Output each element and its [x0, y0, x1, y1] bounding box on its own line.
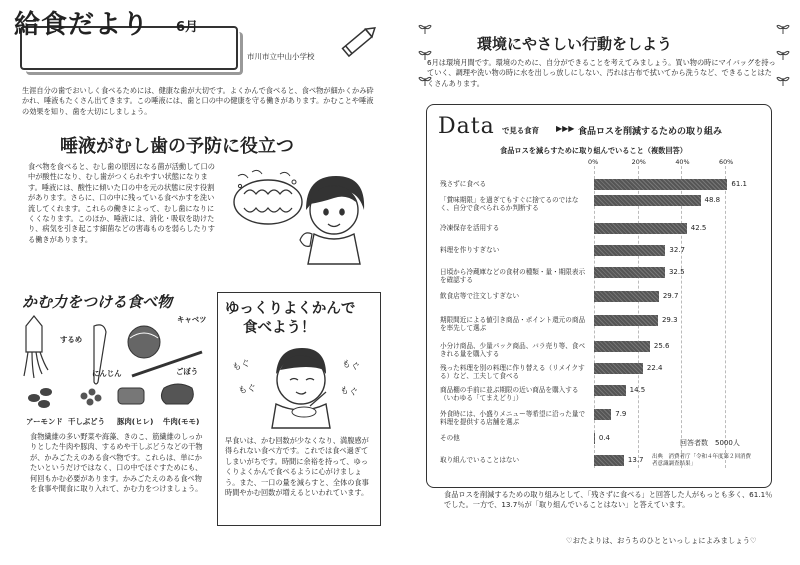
category-label: 日頃から冷蔵庫などの食材の種類・量・期限表示を確認する [440, 268, 586, 285]
almond-icon [28, 388, 52, 408]
category-label: 「賞味期限」を過ぎてもすぐに捨てるのではなく、自分で食べられるか判断する [440, 196, 579, 213]
bar [594, 409, 611, 420]
category-label: 残さずに食べる [440, 180, 487, 188]
raisin-icon [81, 389, 102, 406]
category-label: 料理を作りすぎない [440, 246, 500, 254]
chart-source: 出典 消費者庁「令和４年度第２回消費者意識調査結果」 [652, 454, 752, 467]
value-label: 14.5 [629, 386, 646, 394]
gridline [725, 166, 726, 468]
sound-effect: もぐ [231, 358, 252, 374]
environment-body: 6月は環境月間です。環境のために、自分ができることを考えてみましょう。買い物の時にマイバッグを持っていく、調理や洗い物の時に水を出しっ放しにしない、汚れは古布で拭いてから洗うなど、できることはたくさんあります。 [427, 58, 776, 88]
value-label: 7.9 [615, 410, 627, 418]
food-label: 干しぶどう [68, 417, 105, 426]
data-sublabel: で見る食育 [502, 126, 539, 135]
food-label: 牛肉(モモ) [163, 417, 200, 426]
value-label: 25.6 [653, 342, 670, 350]
category-label: 商品棚の手前に並ぶ期限の近い商品を購入する（いわゆる「てまえどり」） [440, 386, 579, 403]
school-name: 市川市立中山小学校 [247, 52, 315, 61]
data-label: Data [438, 114, 495, 139]
category-label: 小分け商品、少量パック商品、バラ売り等、食べきれる量を購入する [440, 342, 586, 359]
slow-eating-body: 早食いは、かむ回数が少なくなり、満腹感が得られない食べ方です。これでは食べ過ぎてしまいがちです。時間に余裕を持って、ゆっくりよくかんで食べるように心がけましょう。また、一口の量を減らすと、全体の食事時間やかむ回数が増えるといわれています。 [225, 436, 369, 498]
squid-icon [24, 316, 48, 378]
bar [594, 341, 650, 352]
footer-note: ♡おたよりは、おうちのひとといっしょによみましょう♡ [566, 536, 757, 545]
slow-eating-heading [225, 300, 375, 338]
saliva-body: 食べ物を食べると、むし歯の原因になる菌が活動して口の中が酸性になり、むし歯がつくられやすい状態になります。唾液には、酸性に傾いた口の中を元の状態に戻す役割があります。さらに、口の中に残っている食べかすを洗い流してくれます。これらの働きによって、むし歯になりにくくなります。このほか、唾液には、消化・吸収を助けたり、病気を引き起こす細菌などの害毒ものを弱らしたりする働きがあります。 [28, 162, 215, 244]
newsletter-month: 6月 [176, 20, 199, 35]
value-label: 61.1 [731, 180, 747, 188]
saliva-heading: 唾液がむし歯の予防に役立つ [60, 136, 294, 157]
newsletter-title: 給食だより [14, 10, 150, 40]
data-title: 食品ロスを削減するための取り組み [578, 127, 723, 137]
food-label: 豚肉(ヒレ) [117, 417, 154, 426]
category-label: その他 [440, 434, 460, 442]
arrows-icon: ▶▶▶ [556, 124, 575, 133]
conclusion-text: 食品ロスを削減するための取り組みとして、「残さずに食べる」と回答した人がもっとも多く、61.1％でした。一方で、13.7％が「取り組んでいることはない」と答えています。 [444, 490, 773, 510]
value-label: 13.7 [627, 456, 644, 464]
sound-effect: もぐ [237, 383, 258, 397]
category-label: 取り組んでいることはない [440, 456, 520, 464]
bar [594, 385, 626, 396]
value-label: 29.7 [662, 292, 679, 300]
pork-icon [118, 388, 144, 404]
value-label: 22.4 [646, 364, 663, 372]
value-label: 48.8 [704, 196, 721, 204]
cabbage-icon [128, 326, 160, 358]
food-label: キャベツ [177, 315, 207, 324]
category-label: 残った料理を別の料理に作り替える（リメイクする）など、工夫して食べる [440, 364, 585, 381]
tick-label: 60% [719, 158, 734, 166]
tick-label: 40% [675, 158, 690, 166]
tick-label: 20% [631, 158, 646, 166]
chew-heading: かむ力をつける食べ物 [22, 293, 173, 311]
category-label: 冷凍保存を活用する [440, 224, 500, 232]
bar [594, 267, 665, 278]
bar [594, 433, 595, 444]
slow-heading-line1: ゆっくりよくかんで [225, 301, 356, 317]
intro-text: 生涯自分の歯でおいしく食べるためには、健康な歯が大切です。よくかんで食べると、食べ物が細かくかみ砕かれ、唾液もたくさん出てきます。この唾液には、歯と口の中の健康を守る働きがあります。かむことや唾液の効果を知り、歯を大切にしましょう。 [22, 86, 374, 116]
food-label: アーモンド [26, 417, 63, 426]
bar [594, 223, 687, 234]
value-label: 29.3 [661, 316, 678, 324]
bar [594, 455, 624, 466]
beef-icon [161, 384, 193, 404]
tick-label: 0% [588, 158, 599, 166]
gridline [681, 166, 682, 468]
bar [594, 179, 727, 190]
environment-heading: 環境にやさしい行動をしよう [477, 35, 673, 53]
category-label: 期限間近による値引き商品・ポイント還元の商品を率先して選ぶ [440, 316, 586, 333]
value-label: 42.5 [690, 224, 707, 232]
bar [594, 363, 643, 374]
slow-heading-line2: 食べよう！ [243, 320, 316, 336]
bar [594, 315, 658, 326]
respondents-count: 回答者数 5000人 [680, 439, 740, 447]
bar [594, 291, 659, 302]
pencil-icon [334, 18, 382, 66]
sound-effect: もぐ [340, 358, 361, 373]
bar [594, 195, 701, 206]
value-label: 32.7 [669, 246, 685, 254]
chart-title: 食品ロスを減らすために取り組んでいること（複数回答） [500, 146, 687, 155]
food-label: にんじん [92, 369, 122, 378]
sound-effect: もぐ [339, 385, 359, 399]
food-label: ごぼう [176, 367, 199, 376]
girl-illustration [292, 170, 374, 266]
chew-body: 食物繊維の多い野菜や海藻、きのこ、筋繊維のしっかりとした牛肉や豚肉、するめや干しぶどうなどの干物が、かみごたえのある食べ物です。これらは、単にかたいというだけではなく、口の中でほぐすためにも、何回もかむ必要があります。かみごたえのある食べ物を食事や間食に取り入れて、かむ力をつけましょう。 [30, 432, 203, 494]
category-label: 飲食店等で注文しすぎない [440, 292, 520, 300]
food-label: するめ [60, 335, 83, 344]
value-label: 32.5 [668, 268, 685, 276]
bar [594, 245, 665, 256]
value-label: 0.4 [598, 434, 610, 442]
category-label: 外食時には、小盛りメニュー等希望に沿った量で料理を提供する店舗を選ぶ [440, 410, 586, 427]
